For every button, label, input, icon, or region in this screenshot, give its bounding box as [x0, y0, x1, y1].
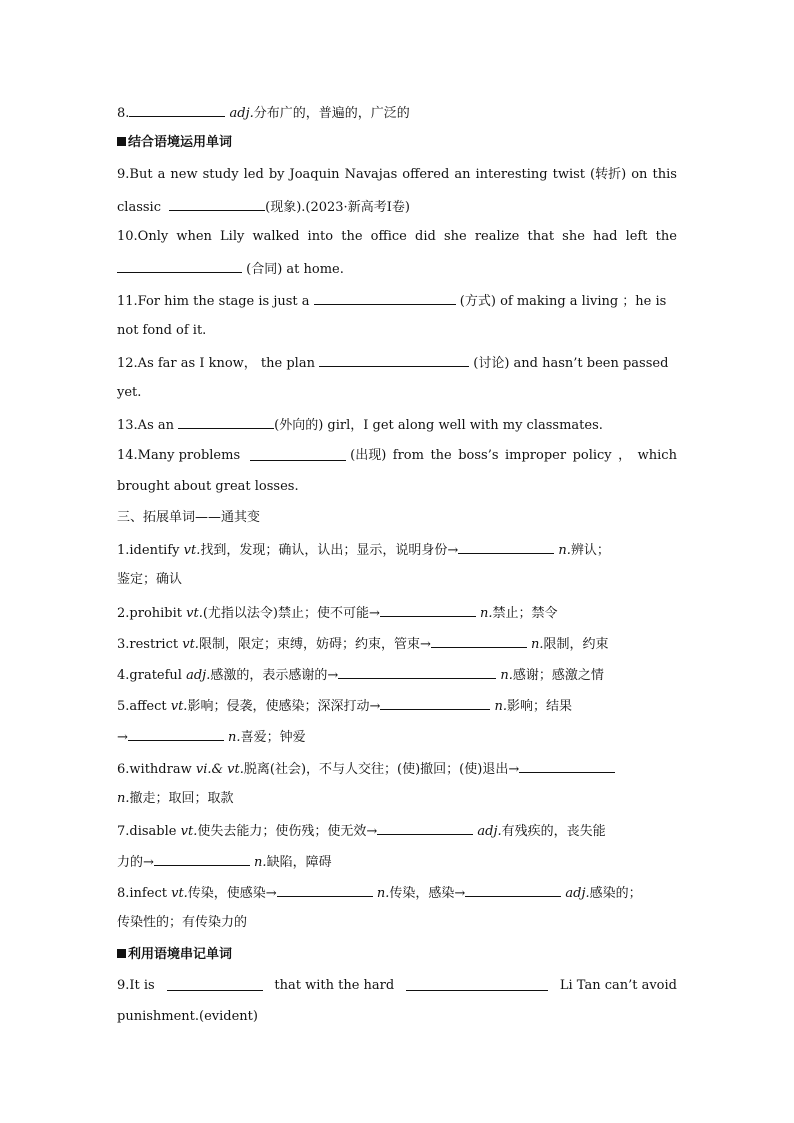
definition: 喜爱；钟爱: [240, 730, 306, 745]
word: 9.But: [117, 167, 153, 182]
part-of-speech: n.: [254, 855, 267, 870]
word: from: [392, 448, 424, 463]
text: punishment.(evident): [117, 1009, 258, 1024]
word: realize: [474, 229, 520, 244]
answer-blank[interactable]: [431, 634, 527, 648]
answer-blank[interactable]: [377, 821, 473, 835]
expand-item-4: [117, 665, 677, 685]
definition: 感谢；感激之情: [512, 668, 604, 683]
part-of-speech: n.: [494, 699, 507, 714]
word: she: [562, 229, 585, 244]
word: into: [307, 229, 334, 244]
definition: 分布广的，普遍的，广泛的: [253, 106, 410, 121]
part-of-speech: n.: [480, 606, 493, 621]
expand-item-1-line-1: [117, 540, 697, 560]
definition: 使失去能力；使伤残；使无效→: [197, 824, 378, 839]
word: the: [430, 448, 452, 463]
definition: 缺陷，障碍: [266, 855, 332, 870]
part-of-speech: n.: [376, 886, 390, 901]
definition: 找到，发现；确认，认出；显示，说明身份→: [200, 543, 459, 558]
text: (方式) of making a living ；he is: [459, 294, 667, 309]
expand-item-5-line-1: [117, 696, 677, 716]
item-11-line-1: [117, 291, 677, 311]
headword: 1.identify: [117, 543, 180, 558]
word: Navajas: [344, 167, 398, 182]
word: walked: [252, 229, 300, 244]
expand-item-6-line-2: [117, 790, 677, 808]
item-14-line-1: [117, 447, 677, 465]
definition: (尤指以法令)禁止；使不可能→: [202, 606, 380, 621]
word: a: [157, 167, 166, 182]
section-3-title: 三、拓展单词——通其变: [117, 510, 261, 525]
word: an: [454, 167, 471, 182]
answer-blank[interactable]: [314, 291, 456, 305]
part-of-speech: n.: [530, 637, 544, 652]
headword: 5.affect: [117, 699, 167, 714]
expand-item-8-line-2: [117, 914, 677, 932]
headword: 6.withdraw: [117, 762, 192, 777]
chain-item-9-line-1: [117, 977, 677, 995]
word: that: [527, 229, 555, 244]
part-of-speech: vt.: [180, 824, 198, 839]
answer-blank[interactable]: [519, 759, 615, 773]
expand-item-7-line-1: [117, 821, 677, 841]
answer-blank[interactable]: [117, 259, 242, 273]
word: Lily: [220, 229, 245, 244]
definition: 感染的；: [589, 886, 642, 901]
item-9-line-1: [117, 166, 677, 184]
word: Joaquin: [289, 167, 340, 182]
section-heading-chain: [117, 946, 677, 964]
part-of-speech: adj.: [229, 106, 254, 121]
headword: 8.infect: [117, 886, 167, 901]
word: had: [593, 229, 618, 244]
item-8-number: 8.: [117, 106, 130, 121]
item-14-tail: [350, 447, 677, 465]
word: the: [341, 229, 363, 244]
definition: 传染性的；有传染力的: [117, 915, 248, 930]
answer-blank[interactable]: [167, 977, 263, 991]
part-of-speech: vt.: [183, 543, 201, 558]
expand-item-5-line-2: [117, 727, 677, 747]
expand-item-1-line-2: [117, 571, 677, 589]
answer-blank[interactable]: [178, 415, 274, 429]
definition: 传染，感染→: [389, 886, 466, 901]
word: which: [637, 448, 677, 463]
part-of-speech: vt.: [171, 886, 188, 901]
part-of-speech: vt.: [186, 606, 203, 621]
word: interesting: [475, 167, 548, 182]
part-of-speech: adj.: [186, 668, 211, 683]
answer-blank[interactable]: [406, 977, 548, 991]
heading-text: 结合语境运用单词: [128, 135, 233, 150]
word: new: [170, 167, 198, 182]
answer-blank[interactable]: [169, 197, 265, 211]
headword: 3.restrict: [117, 637, 179, 652]
answer-blank[interactable]: [458, 540, 554, 554]
answer-blank[interactable]: [338, 665, 496, 679]
word: 10.Only: [117, 229, 169, 244]
text: Li Tan can’t avoid: [559, 978, 677, 993]
word: did: [415, 229, 436, 244]
arrow: →: [117, 730, 128, 745]
word: ，: [618, 448, 632, 463]
part-of-speech: n.: [500, 668, 513, 683]
answer-blank[interactable]: [250, 447, 346, 461]
definition: 感激的，表示感谢的→: [210, 668, 339, 683]
chain-item-9-line-2: [117, 1008, 677, 1026]
item-10-line-2: [117, 259, 677, 279]
word: by: [268, 167, 285, 182]
text: 9.It is: [117, 978, 155, 993]
item-8-line: [117, 103, 677, 123]
answer-blank[interactable]: [319, 353, 469, 367]
expand-item-8-line-1: [117, 883, 697, 903]
headword: 2.prohibit: [117, 606, 182, 621]
part-of-speech: vi.& vt.: [195, 762, 244, 777]
definition: 撤走；取回；取款: [129, 791, 234, 806]
word: classic: [117, 200, 161, 215]
word: policy: [572, 448, 612, 463]
expand-item-2: [117, 603, 677, 623]
word: led: [243, 167, 264, 182]
text: (合同) at home.: [246, 262, 344, 277]
expand-item-6-line-1: [117, 759, 677, 779]
text: not fond of it.: [117, 323, 207, 338]
headword: 7.disable: [117, 824, 177, 839]
definition: 辨认；: [570, 543, 610, 558]
text: 13.As an: [117, 418, 174, 433]
heading-text: 利用语境串记单词: [128, 947, 233, 962]
item-10-line-1: [117, 228, 677, 246]
expand-item-3: [117, 634, 677, 654]
headword: 4.grateful: [117, 668, 182, 683]
word: this: [652, 167, 677, 182]
part-of-speech: vt.: [182, 637, 199, 652]
part-of-speech: adj.: [477, 824, 502, 839]
definition: 有残疾的，丧失能: [501, 824, 606, 839]
item-13-line: [117, 415, 677, 435]
definition: 限制，限定；束缚，妨碍；约束，管束→: [198, 637, 431, 652]
item-12-line-2: [117, 384, 677, 402]
answer-blank[interactable]: [154, 852, 250, 866]
part-of-speech: adj.: [565, 886, 590, 901]
definition: 影响；侵袭，使感染；深深打动→: [187, 699, 381, 714]
source-note: (现象).(2023·新高考Ⅰ卷): [265, 200, 410, 215]
word: office: [370, 229, 407, 244]
word: she: [443, 229, 467, 244]
word: boss’s: [458, 448, 499, 463]
text: 14.Many problems: [117, 448, 241, 463]
square-bullet-icon: [117, 949, 126, 958]
expand-item-7-line-2: [117, 852, 677, 872]
text: that with the hard: [274, 978, 395, 993]
word: on: [631, 167, 648, 182]
text: (外向的) girl，I get along well with my classmates.: [274, 418, 603, 433]
answer-blank[interactable]: [380, 696, 490, 710]
definition: 鉴定；确认: [117, 572, 183, 587]
word: study: [202, 167, 239, 182]
definition: 限制，约束: [543, 637, 609, 652]
word: left: [625, 229, 648, 244]
answer-blank[interactable]: [129, 103, 225, 117]
text: yet.: [117, 385, 142, 400]
definition: 力的→: [117, 855, 154, 870]
word: (出现): [350, 448, 387, 463]
text: 12.As far as I know， the plan: [117, 356, 315, 371]
word: when: [176, 229, 212, 244]
square-bullet-icon: [117, 137, 126, 146]
definition: 脱离(社会)，不与人交往；(使)撤回；(使)退出→: [243, 762, 520, 777]
part-of-speech: vt.: [170, 699, 188, 714]
text: brought about great losses.: [117, 479, 299, 494]
item-14-line-2: [117, 478, 677, 496]
definition: 禁止；禁令: [492, 606, 558, 621]
definition: 影响；结果: [507, 699, 573, 714]
word: (转折): [590, 167, 627, 182]
answer-blank[interactable]: [380, 603, 476, 617]
word: improper: [505, 448, 567, 463]
text: 11.For him the stage is just a: [117, 294, 310, 309]
answer-blank[interactable]: [277, 883, 373, 897]
answer-blank[interactable]: [128, 727, 224, 741]
answer-blank[interactable]: [465, 883, 561, 897]
word: offered: [402, 167, 450, 182]
part-of-speech: n.: [117, 791, 130, 806]
item-12-line-1: [117, 353, 677, 373]
definition: 传染，使感染→: [187, 886, 277, 901]
part-of-speech: n.: [558, 543, 571, 558]
text: (讨论) and hasn’t been passed: [473, 356, 669, 371]
part-of-speech: n.: [228, 730, 241, 745]
word: the: [655, 229, 677, 244]
word: twist: [552, 167, 586, 182]
item-9-line-2: [117, 197, 677, 217]
section-heading-context: [117, 134, 677, 152]
item-11-line-2: [117, 322, 677, 340]
